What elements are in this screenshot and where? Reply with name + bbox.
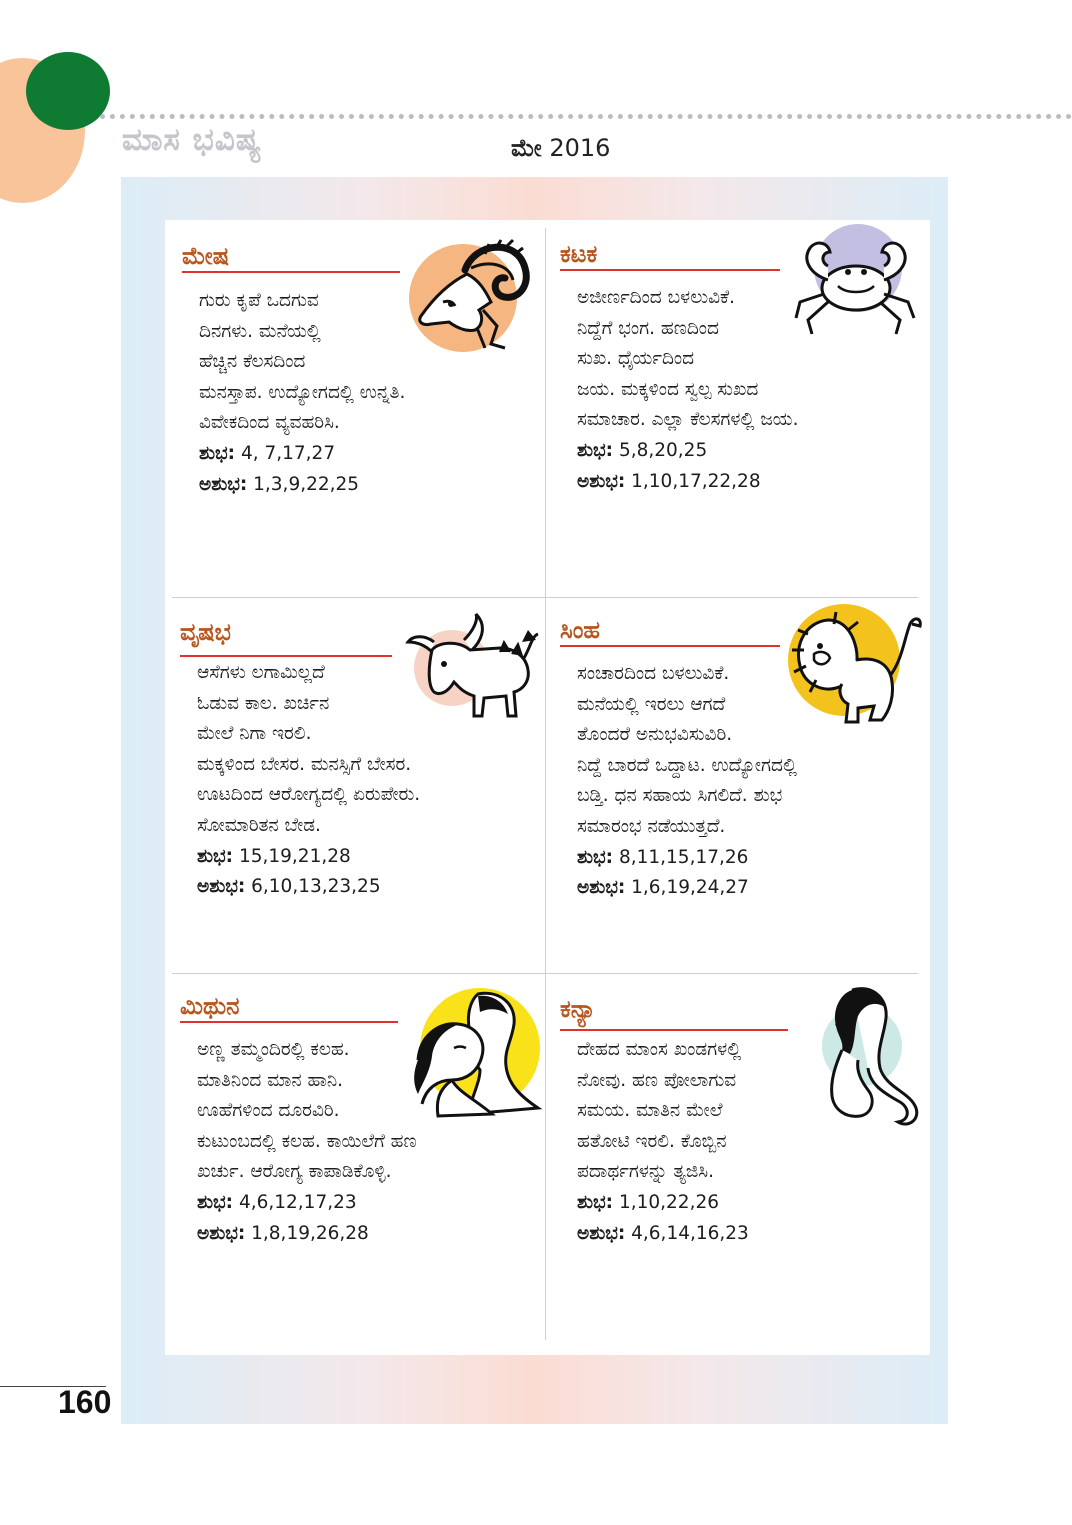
crab-icon — [788, 222, 928, 342]
sign-text-kanya — [577, 1035, 749, 1249]
prediction-line: ಜಯ. ಮಕ್ಕಳಿಂದ ಸ್ವಲ್ಪ ಸುಖದ — [577, 378, 759, 400]
lucky-label: ಶುಭ: — [577, 439, 614, 461]
prediction-line: ಹತೋಟಿ ಇರಲಿ. ಕೊಬ್ಬಿನ — [577, 1130, 727, 1152]
unlucky-dates — [577, 873, 797, 904]
sign-name-simha: ಸಿಂಹ — [560, 616, 601, 644]
dotted-header-rule — [100, 114, 1072, 119]
unlucky-dates — [577, 467, 798, 498]
prediction-line: ಸಮಯ. ಮಾತಿನ ಮೇಲೆ — [577, 1100, 723, 1122]
prediction-line: ಮನಸ್ತಾಪ. ಉದ್ಯೋಗದಲ್ಲಿ ಉನ್ನತಿ. — [199, 381, 406, 403]
sign-rule — [180, 1021, 398, 1023]
unlucky-label: ಅಶುಭ: — [197, 876, 246, 898]
ram-icon — [405, 230, 545, 365]
unlucky-values: 1,3,9,22,25 — [253, 473, 360, 495]
maiden-icon — [812, 984, 924, 1130]
issue-year: 2016 — [549, 134, 611, 162]
unlucky-values: 4,6,14,16,23 — [631, 1222, 749, 1244]
prediction-line: ಸುಖ. ಧೈರ್ಯದಿಂದ — [577, 348, 695, 370]
prediction-line: ಸಂಚಾರದಿಂದ ಬಳಲುವಿಕೆ. — [577, 663, 730, 684]
prediction-line: ತೊಂದರೆ ಅನುಭವಿಸುವಿರಿ. — [577, 724, 733, 746]
prediction-line: ಅಣ್ಣ ತಮ್ಮಂದಿರಲ್ಲಿ ಕಲಹ. — [197, 1039, 350, 1060]
lucky-values: 5,8,20,25 — [618, 439, 708, 461]
prediction-line: ಪದಾರ್ಥಗಳನ್ನು ತ್ಯಜಿಸಿ. — [577, 1161, 714, 1183]
sign-name-vrishabha: ವೃಷಭ — [180, 618, 231, 646]
prediction-line: ಗುರು ಕೃಪೆ ಒದಗುವ — [199, 290, 319, 311]
page-number: 160 — [58, 1384, 112, 1420]
prediction-line: ಮಾತಿನಿಂದ ಮಾನ ಹಾನಿ. — [197, 1069, 344, 1091]
lucky-values: 8,11,15,17,26 — [618, 846, 749, 868]
sign-rule — [560, 645, 780, 647]
prediction-line: ಸಮಾರಂಭ ನಡೆಯುತ್ತದೆ. — [577, 815, 726, 837]
unlucky-values: 1,6,19,24,27 — [631, 877, 749, 899]
prediction-line: ಆಸೆಗಳು ಲಗಾಮಿಲ್ಲದೆ — [197, 662, 325, 683]
prediction-line: ಮಕ್ಕಳಿಂದ ಬೇಸರ. ಮನಸ್ಸಿಗೆ ಬೇಸರ. — [197, 753, 412, 775]
prediction-line: ಖರ್ಚು. ಆರೋಗ್ಯ ಕಾಪಾಡಿಕೊಳ್ಳಿ. — [197, 1161, 392, 1183]
unlucky-label: ಅಶುಭ: — [199, 473, 248, 495]
prediction-line: ದೇಹದ ಮಾಂಸ ಖಂಡಗಳಲ್ಲಿ — [577, 1039, 742, 1060]
lucky-label: ಶುಭ: — [197, 1191, 234, 1213]
bull-icon — [404, 612, 544, 724]
lion-icon — [786, 600, 926, 734]
lucky-values: 4, 7,17,27 — [240, 442, 336, 464]
sign-rule — [180, 655, 392, 657]
sign-rule — [560, 1029, 788, 1031]
sign-rule — [560, 269, 780, 271]
unlucky-label: ಅಶುಭ: — [577, 470, 626, 492]
unlucky-values: 1,8,19,26,28 — [251, 1222, 369, 1244]
unlucky-dates — [199, 470, 405, 501]
prediction-line: ಕುಟುಂಬದಲ್ಲಿ ಕಲಹ. ಕಾಯಿಲೆಗೆ ಹಣ — [197, 1130, 417, 1152]
prediction-line: ನಿದ್ದೆಗೆ ಭಂಗ. ಹಣದಿಂದ — [577, 317, 719, 339]
lucky-values: 4,6,12,17,23 — [238, 1191, 357, 1213]
section-title: ಮಾಸ ಭವಿಷ್ಯ — [122, 122, 263, 158]
prediction-line: ಮನೆಯಲ್ಲಿ ಇರಲು ಆಗದೆ — [577, 693, 726, 715]
issue-date — [511, 134, 610, 162]
lucky-values: 1,10,22,26 — [618, 1191, 719, 1213]
issue-month: ಮೇ — [511, 134, 542, 162]
unlucky-label: ಅಶುಭ: — [197, 1222, 246, 1244]
sign-text-mithuna — [197, 1035, 417, 1249]
unlucky-values: 1,10,17,22,28 — [631, 470, 761, 492]
sign-name-kataka: ಕಟಕ — [560, 240, 598, 268]
prediction-line: ಅಜೀರ್ಣದಿಂದ ಬಳಲುವಿಕೆ. — [577, 287, 735, 308]
sign-name-mesha: ಮೇಷ — [182, 242, 230, 270]
prediction-line: ಸಮಾಚಾರ. ಎಲ್ಲಾ ಕೆಲಸಗಳಲ್ಲಿ ಜಯ. — [577, 409, 799, 431]
unlucky-dates — [577, 1219, 749, 1250]
lucky-dates — [577, 436, 798, 467]
sign-text-vrishabha — [197, 658, 420, 903]
unlucky-label: ಅಶುಭ: — [577, 877, 626, 899]
sign-text-mesha — [199, 286, 405, 500]
prediction-line: ನಿದ್ದೆ ಬಾರದೆ ಒದ್ದಾಟ. ಉದ್ಯೋಗದಲ್ಲಿ — [577, 754, 797, 776]
prediction-line: ಊಹೆಗಳಿಂದ ದೂರವಿರಿ. — [197, 1100, 340, 1122]
twins-icon — [408, 984, 544, 1120]
prediction-line: ಮೇಲೆ ನಿಗಾ ಇರಲಿ. — [197, 723, 312, 745]
prediction-line: ಹೆಚ್ಚಿನ ಕೆಲಸದಿಂದ — [199, 351, 306, 373]
prediction-line: ದಿನಗಳು. ಮನೆಯಲ್ಲಿ — [199, 320, 321, 342]
prediction-line: ಸೋಮಾರಿತನ ಬೇಡ. — [197, 814, 321, 836]
unlucky-label: ಅಶುಭ: — [577, 1222, 626, 1244]
lucky-dates — [577, 843, 797, 874]
prediction-line: ವಿವೇಕದಿಂದ ವ್ಯವಹರಿಸಿ. — [199, 412, 340, 434]
sign-text-kataka — [577, 283, 798, 497]
unlucky-dates — [197, 1219, 417, 1250]
decorative-green-circle — [26, 52, 110, 130]
prediction-line: ಓಡುವ ಕಾಲ. ಖರ್ಚಿನ — [197, 692, 330, 714]
unlucky-dates — [197, 872, 420, 903]
unlucky-values: 6,10,13,23,25 — [251, 876, 381, 898]
lucky-label: ಶುಭ: — [197, 845, 234, 867]
lucky-dates — [197, 842, 420, 873]
lucky-label: ಶುಭ: — [577, 846, 614, 868]
sign-rule — [182, 271, 400, 273]
row-divider — [172, 597, 918, 598]
sign-name-kanya: ಕನ್ಯಾ — [560, 995, 596, 1023]
prediction-line: ನೋವು. ಹಣ ಪೋಲಾಗುವ — [577, 1069, 737, 1091]
lucky-label: ಶುಭ: — [577, 1191, 614, 1213]
lucky-values: 15,19,21,28 — [238, 845, 351, 867]
prediction-line: ಬಡ್ತಿ. ಧನ ಸಹಾಯ ಸಿಗಲಿದೆ. ಶುಭ — [577, 785, 783, 807]
prediction-line: ಊಟದಿಂದ ಆರೋಗ್ಯದಲ್ಲಿ ಏರುಪೇರು. — [197, 784, 421, 806]
row-divider — [172, 973, 918, 974]
lucky-dates — [577, 1188, 749, 1219]
lucky-dates — [197, 1188, 417, 1219]
lucky-dates — [199, 439, 405, 470]
column-divider — [545, 228, 546, 1340]
sign-text-simha — [577, 659, 797, 904]
lucky-label: ಶುಭ: — [199, 442, 236, 464]
sign-name-mithuna: ಮಿಥುನ — [180, 992, 240, 1020]
